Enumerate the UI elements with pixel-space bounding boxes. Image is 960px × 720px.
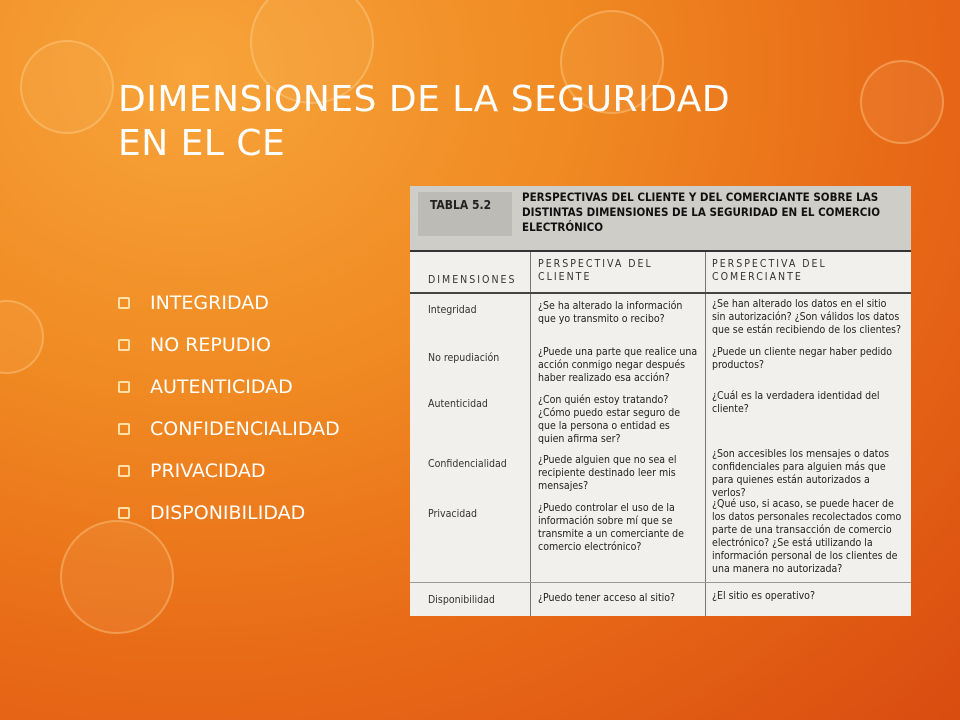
- decorative-bubble: [0, 300, 44, 374]
- table-row-cliente: ¿Se ha alterado la información que yo transmito o recibo?: [538, 300, 683, 325]
- scanned-table-image: [410, 186, 911, 616]
- table-row-cliente: ¿Puede una parte que realice una acción conmigo negar después haber realizado esa acción?: [538, 346, 698, 384]
- bullet-item: [118, 366, 340, 408]
- table-row-cliente: ¿Puedo tener acceso al sitio?: [538, 592, 676, 604]
- table-row-cliente: ¿Puedo controlar el uso de la información sobre mí que se transmite a un comerciante de comercio electrónico?: [538, 502, 684, 553]
- bullet-item: [118, 450, 340, 492]
- column-header-comerciante: PERSPECTIVA DEL COMERCIANTE: [712, 258, 827, 283]
- square-bullet-icon: [118, 339, 130, 351]
- column-divider: [530, 252, 531, 616]
- header-rule: [410, 292, 911, 294]
- column-header-dimensiones: DIMENSIONES: [428, 274, 517, 286]
- square-bullet-icon: [118, 297, 130, 309]
- bullet-item: [118, 492, 340, 534]
- table-row-comerciante: ¿Son accesibles los mensajes o datos confidenciales para alguien más que para quienes están autorizados a verlos?: [712, 448, 890, 499]
- table-label: TABLA 5.2: [418, 192, 512, 236]
- bullet-text: DISPONIBILIDAD: [150, 502, 306, 524]
- column-header-cliente: PERSPECTIVA DEL CLIENTE: [538, 258, 653, 283]
- table-row-dimension: Autenticidad: [428, 398, 488, 410]
- bullet-list: [118, 282, 340, 534]
- bullet-text: NO REPUDIO: [150, 334, 271, 356]
- table-row-comerciante: ¿Qué uso, si acaso, se puede hacer de los datos personales recolectados como parte de una transacción de comercio electrónico? ¿Se está utilizando la información personal de los clientes de una manera no autorizada?: [712, 498, 902, 575]
- table-row-cliente: ¿Puede alguien que no sea el recipiente destinado leer mis mensajes?: [538, 454, 677, 492]
- table-row-dimension: Privacidad: [428, 508, 477, 520]
- square-bullet-icon: [118, 423, 130, 435]
- decorative-bubble: [20, 40, 114, 134]
- table-row-comerciante: ¿El sitio es operativo?: [712, 590, 815, 602]
- row-rule: [410, 582, 911, 583]
- table-row-dimension: Disponibilidad: [428, 594, 495, 606]
- table-row-cliente: ¿Con quién estoy tratando? ¿Cómo puedo estar seguro de que la persona o entidad es quien afirma ser?: [538, 394, 681, 445]
- square-bullet-icon: [118, 381, 130, 393]
- bullet-item: [118, 282, 340, 324]
- column-divider: [705, 252, 706, 616]
- table-row-comerciante: ¿Cuál es la verdadera identidad del cliente?: [712, 390, 880, 415]
- bullet-text: PRIVACIDAD: [150, 460, 266, 482]
- table-row-comerciante: ¿Se han alterado los datos en el sitio sin autorización? ¿Son válidos los datos que se están recibiendo de los clientes?: [712, 298, 902, 336]
- slide-title: DIMENSIONES DE LA SEGURIDAD EN EL CE: [118, 79, 731, 164]
- table-row-dimension: No repudiación: [428, 352, 500, 364]
- table-header-band: [410, 186, 911, 252]
- table-row-comerciante: ¿Puede un cliente negar haber pedido productos?: [712, 346, 893, 371]
- bullet-item: [118, 408, 340, 450]
- bullet-text: INTEGRIDAD: [150, 292, 269, 314]
- table-caption: PERSPECTIVAS DEL CLIENTE Y DEL COMERCIANTE SOBRE LAS DISTINTAS DIMENSIONES DE LA SEGURIDAD EN EL COMERCIO ELECTRÓNICO: [522, 190, 881, 234]
- square-bullet-icon: [118, 465, 130, 477]
- decorative-bubble: [860, 60, 944, 144]
- decorative-bubble: [60, 520, 174, 634]
- table-row-dimension: Integridad: [428, 304, 477, 316]
- square-bullet-icon: [118, 507, 130, 519]
- bullet-text: AUTENTICIDAD: [150, 376, 293, 398]
- bullet-item: [118, 324, 340, 366]
- table-row-dimension: Confidencialidad: [428, 458, 507, 470]
- bullet-text: CONFIDENCIALIDAD: [150, 418, 340, 440]
